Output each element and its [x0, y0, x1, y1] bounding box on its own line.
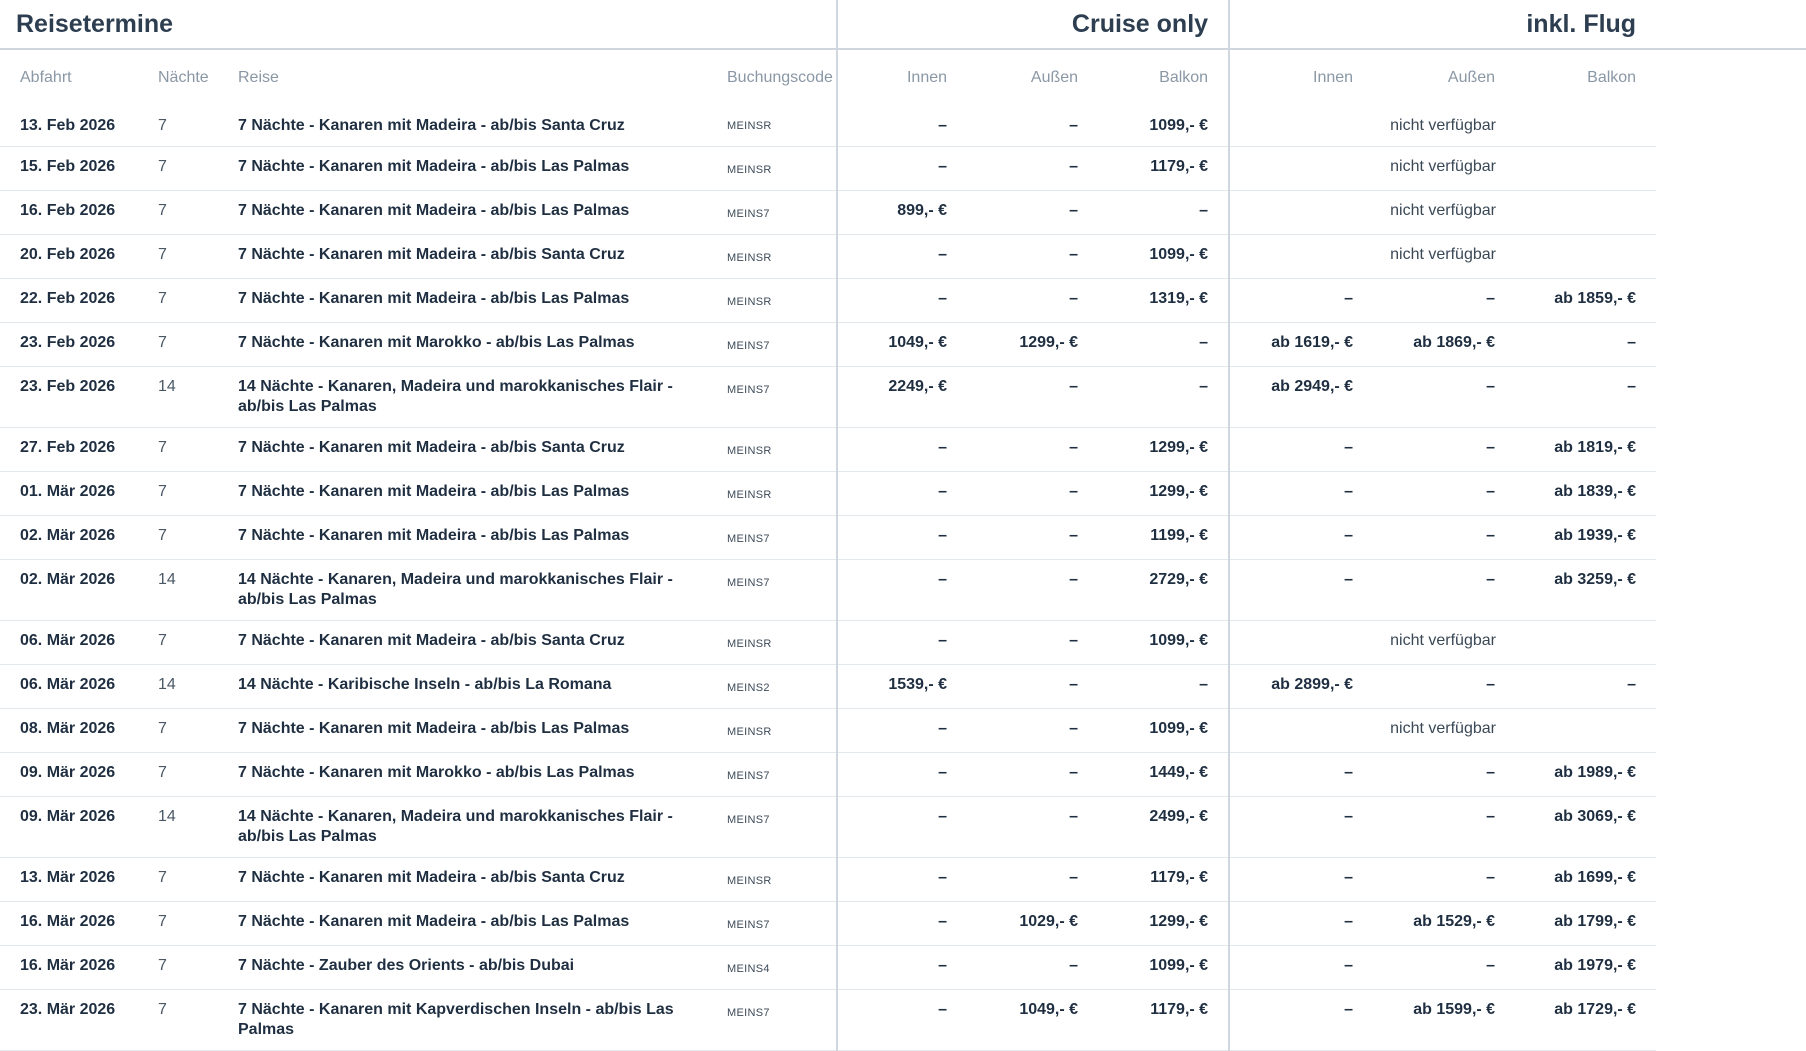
- price-flug-balkon[interactable]: ab 1799,- €: [1515, 902, 1656, 946]
- row-spacer: [1656, 323, 1806, 367]
- nights-count: 7: [138, 147, 218, 191]
- price-flug-balkon[interactable]: ab 3069,- €: [1515, 797, 1656, 858]
- table-row[interactable]: [0, 235, 1806, 279]
- departure-date: 16. Mär 2026: [0, 902, 138, 946]
- nights-count: 14: [138, 560, 218, 621]
- nights-count: 7: [138, 902, 218, 946]
- price-cruise-balkon[interactable]: 1299,- €: [1098, 472, 1229, 516]
- departure-date: 16. Mär 2026: [0, 946, 138, 990]
- departure-date: 15. Feb 2026: [0, 147, 138, 191]
- trip-name: 7 Nächte - Kanaren mit Madeira - ab/bis Las Palmas: [218, 472, 707, 516]
- price-cruise-aussen[interactable]: –: [967, 946, 1098, 990]
- price-flug-aussen[interactable]: –: [1373, 516, 1515, 560]
- price-flug-innen[interactable]: –: [1229, 902, 1373, 946]
- booking-code: MEINS7: [707, 902, 837, 946]
- price-cruise-innen[interactable]: –: [837, 279, 967, 323]
- price-flug-innen[interactable]: –: [1229, 472, 1373, 516]
- section-title-cruise-only: Cruise only: [837, 0, 1229, 49]
- row-spacer: [1656, 753, 1806, 797]
- nights-count: 7: [138, 235, 218, 279]
- trip-name: 7 Nächte - Kanaren mit Kapverdischen Inseln - ab/bis Las Palmas: [218, 990, 707, 1051]
- table-row[interactable]: [0, 753, 1806, 797]
- table-row[interactable]: [0, 472, 1806, 516]
- row-spacer: [1656, 946, 1806, 990]
- price-flug-aussen[interactable]: –: [1373, 665, 1515, 709]
- row-spacer: [1656, 665, 1806, 709]
- price-cruise-aussen[interactable]: –: [967, 858, 1098, 902]
- nights-count: 7: [138, 990, 218, 1051]
- row-spacer: [1656, 709, 1806, 753]
- table-row[interactable]: [0, 147, 1806, 191]
- price-cruise-aussen[interactable]: –: [967, 621, 1098, 665]
- row-spacer: [1656, 191, 1806, 235]
- price-flug-aussen[interactable]: ab 1599,- €: [1373, 990, 1515, 1051]
- nights-count: 7: [138, 472, 218, 516]
- price-flug-balkon[interactable]: ab 1819,- €: [1515, 428, 1656, 472]
- trip-name: 7 Nächte - Kanaren mit Madeira - ab/bis Las Palmas: [218, 191, 707, 235]
- price-flug-innen[interactable]: –: [1229, 797, 1373, 858]
- col-header-cruise-innen: Innen: [837, 49, 967, 102]
- price-flug-innen[interactable]: ab 2949,- €: [1229, 367, 1373, 428]
- price-cruise-balkon[interactable]: 1099,- €: [1098, 102, 1229, 147]
- booking-code: MEINS7: [707, 990, 837, 1051]
- price-cruise-aussen[interactable]: –: [967, 428, 1098, 472]
- trip-name: 7 Nächte - Kanaren mit Madeira - ab/bis Las Palmas: [218, 902, 707, 946]
- table-row[interactable]: [0, 946, 1806, 990]
- trip-name: 7 Nächte - Kanaren mit Marokko - ab/bis Las Palmas: [218, 753, 707, 797]
- nights-count: 7: [138, 753, 218, 797]
- nights-count: 14: [138, 797, 218, 858]
- price-flug-aussen[interactable]: –: [1373, 946, 1515, 990]
- price-cruise-aussen[interactable]: 1049,- €: [967, 990, 1098, 1051]
- col-header-naechte: Nächte: [158, 69, 209, 86]
- col-header-flug-balkon: Balkon: [1587, 69, 1637, 86]
- table-row[interactable]: [0, 191, 1806, 235]
- booking-code: MEINS7: [707, 516, 837, 560]
- price-cruise-innen[interactable]: 1049,- €: [837, 323, 967, 367]
- departure-date: 23. Feb 2026: [0, 323, 138, 367]
- departure-date: 20. Feb 2026: [0, 235, 138, 279]
- price-flug-aussen[interactable]: –: [1373, 472, 1515, 516]
- row-spacer: [1656, 560, 1806, 621]
- price-cruise-balkon[interactable]: 1449,- €: [1098, 753, 1229, 797]
- section-title-inkl-flug: inkl. Flug: [1229, 0, 1656, 49]
- price-cruise-aussen[interactable]: –: [967, 102, 1098, 147]
- row-spacer: [1656, 279, 1806, 323]
- price-cruise-innen[interactable]: –: [837, 621, 967, 665]
- table-row[interactable]: [0, 516, 1806, 560]
- section-title-reisetermine: Reisetermine: [0, 0, 837, 49]
- nights-count: 7: [138, 323, 218, 367]
- price-cruise-balkon[interactable]: 1179,- €: [1098, 990, 1229, 1051]
- price-cruise-aussen[interactable]: 1299,- €: [967, 323, 1098, 367]
- trip-name: 7 Nächte - Kanaren mit Madeira - ab/bis Las Palmas: [218, 516, 707, 560]
- price-cruise-aussen[interactable]: 1029,- €: [967, 902, 1098, 946]
- table-row[interactable]: [0, 858, 1806, 902]
- table-row[interactable]: [0, 367, 1806, 428]
- price-flug-innen[interactable]: –: [1229, 279, 1373, 323]
- row-spacer: [1656, 102, 1806, 147]
- price-flug-aussen[interactable]: –: [1373, 428, 1515, 472]
- nights-count: 7: [138, 946, 218, 990]
- flight-unavailable-note: nicht verfügbar: [1229, 102, 1656, 147]
- price-cruise-innen[interactable]: –: [837, 516, 967, 560]
- nights-count: 7: [138, 621, 218, 665]
- price-cruise-innen[interactable]: –: [837, 946, 967, 990]
- price-flug-balkon[interactable]: –: [1515, 323, 1656, 367]
- price-cruise-balkon[interactable]: 1099,- €: [1098, 946, 1229, 990]
- price-cruise-innen[interactable]: –: [837, 428, 967, 472]
- row-spacer: [1656, 428, 1806, 472]
- departure-date: 23. Feb 2026: [0, 367, 138, 428]
- price-flug-aussen[interactable]: ab 1529,- €: [1373, 902, 1515, 946]
- trip-name: 7 Nächte - Kanaren mit Madeira - ab/bis Santa Cruz: [218, 428, 707, 472]
- price-cruise-aussen[interactable]: –: [967, 191, 1098, 235]
- departure-date: 08. Mär 2026: [0, 709, 138, 753]
- row-spacer: [1656, 902, 1806, 946]
- price-flug-innen[interactable]: –: [1229, 516, 1373, 560]
- table-row[interactable]: [0, 990, 1806, 1051]
- price-cruise-balkon[interactable]: 1179,- €: [1098, 858, 1229, 902]
- booking-code: MEINSR: [707, 102, 837, 147]
- table-row[interactable]: [0, 797, 1806, 858]
- price-cruise-aussen[interactable]: –: [967, 516, 1098, 560]
- price-flug-aussen[interactable]: –: [1373, 367, 1515, 428]
- price-cruise-innen[interactable]: 899,- €: [837, 191, 967, 235]
- trip-name: 7 Nächte - Kanaren mit Madeira - ab/bis Santa Cruz: [218, 858, 707, 902]
- trip-name: 7 Nächte - Kanaren mit Madeira - ab/bis Santa Cruz: [218, 235, 707, 279]
- row-spacer: [1656, 858, 1806, 902]
- departure-date: 16. Feb 2026: [0, 191, 138, 235]
- price-cruise-balkon[interactable]: 1179,- €: [1098, 147, 1229, 191]
- trip-name: 7 Nächte - Kanaren mit Madeira - ab/bis Las Palmas: [218, 279, 707, 323]
- row-spacer: [1656, 516, 1806, 560]
- price-cruise-innen[interactable]: –: [837, 102, 967, 147]
- price-cruise-innen[interactable]: –: [837, 858, 967, 902]
- row-spacer: [1656, 472, 1806, 516]
- price-cruise-balkon[interactable]: –: [1098, 191, 1229, 235]
- booking-code: MEINS7: [707, 797, 837, 858]
- departure-date: 06. Mär 2026: [0, 621, 138, 665]
- trip-name: 7 Nächte - Zauber des Orients - ab/bis Dubai: [218, 946, 707, 990]
- col-header-flug-aussen: Außen: [1447, 69, 1496, 86]
- flight-unavailable-note: nicht verfügbar: [1229, 235, 1656, 279]
- price-cruise-innen[interactable]: –: [837, 472, 967, 516]
- flight-unavailable-note: nicht verfügbar: [1229, 621, 1656, 665]
- booking-code: MEINS7: [707, 191, 837, 235]
- price-cruise-aussen[interactable]: –: [967, 753, 1098, 797]
- nights-count: 7: [138, 858, 218, 902]
- price-cruise-innen[interactable]: –: [837, 709, 967, 753]
- booking-code: MEINS7: [707, 323, 837, 367]
- price-flug-innen[interactable]: –: [1229, 858, 1373, 902]
- nights-count: 7: [138, 191, 218, 235]
- departure-date: 13. Mär 2026: [0, 858, 138, 902]
- price-cruise-balkon[interactable]: –: [1098, 323, 1229, 367]
- trip-name: 14 Nächte - Kanaren, Madeira und marokkanisches Flair - ab/bis Las Palmas: [218, 367, 707, 428]
- departure-date: 01. Mär 2026: [0, 472, 138, 516]
- departure-date: 09. Mär 2026: [0, 753, 138, 797]
- departure-date: 23. Mär 2026: [0, 990, 138, 1051]
- flight-unavailable-note: nicht verfügbar: [1229, 709, 1656, 753]
- price-flug-balkon[interactable]: ab 1989,- €: [1515, 753, 1656, 797]
- col-header-flug-innen: Innen: [1229, 49, 1373, 102]
- nights-count: 7: [138, 516, 218, 560]
- booking-code: MEINSR: [707, 858, 837, 902]
- price-flug-innen[interactable]: ab 1619,- €: [1229, 323, 1373, 367]
- price-cruise-aussen[interactable]: –: [967, 709, 1098, 753]
- price-cruise-aussen[interactable]: –: [967, 560, 1098, 621]
- price-flug-aussen[interactable]: –: [1373, 858, 1515, 902]
- trip-name: 14 Nächte - Kanaren, Madeira und marokkanisches Flair - ab/bis Las Palmas: [218, 560, 707, 621]
- booking-code: MEINS7: [707, 367, 837, 428]
- price-cruise-innen[interactable]: –: [837, 990, 967, 1051]
- row-spacer: [1656, 990, 1806, 1051]
- price-cruise-balkon[interactable]: 1199,- €: [1098, 516, 1229, 560]
- nights-count: 7: [138, 102, 218, 147]
- col-header-cruise-balkon: Balkon: [1159, 69, 1209, 86]
- price-cruise-balkon[interactable]: 1319,- €: [1098, 279, 1229, 323]
- col-header-buchungscode: Buchungscode: [727, 69, 833, 86]
- table-body: [0, 102, 1806, 1051]
- table-row[interactable]: [0, 902, 1806, 946]
- col-header-abfahrt: Abfahrt: [20, 69, 72, 86]
- booking-code: MEINSR: [707, 428, 837, 472]
- price-flug-balkon[interactable]: ab 1859,- €: [1515, 279, 1656, 323]
- price-flug-innen[interactable]: –: [1229, 946, 1373, 990]
- price-flug-balkon[interactable]: ab 1939,- €: [1515, 516, 1656, 560]
- price-flug-aussen[interactable]: ab 1869,- €: [1373, 323, 1515, 367]
- price-cruise-innen[interactable]: –: [837, 235, 967, 279]
- price-cruise-balkon[interactable]: 1099,- €: [1098, 709, 1229, 753]
- price-cruise-innen[interactable]: –: [837, 753, 967, 797]
- row-spacer: [1656, 235, 1806, 279]
- header-spacer: [1656, 0, 1806, 49]
- price-cruise-aussen[interactable]: –: [967, 279, 1098, 323]
- price-cruise-innen[interactable]: 1539,- €: [837, 665, 967, 709]
- booking-code: MEINSR: [707, 709, 837, 753]
- nights-count: 14: [138, 367, 218, 428]
- price-cruise-balkon[interactable]: 1299,- €: [1098, 428, 1229, 472]
- trip-name: 7 Nächte - Kanaren mit Marokko - ab/bis Las Palmas: [218, 323, 707, 367]
- row-spacer: [1656, 797, 1806, 858]
- booking-code: MEINSR: [707, 147, 837, 191]
- price-flug-aussen[interactable]: –: [1373, 560, 1515, 621]
- price-cruise-balkon[interactable]: –: [1098, 665, 1229, 709]
- departure-date: 09. Mär 2026: [0, 797, 138, 858]
- price-cruise-aussen[interactable]: –: [967, 235, 1098, 279]
- flight-unavailable-note: nicht verfügbar: [1229, 147, 1656, 191]
- nights-count: 14: [138, 665, 218, 709]
- price-flug-balkon[interactable]: ab 1839,- €: [1515, 472, 1656, 516]
- table-row[interactable]: [0, 709, 1806, 753]
- table-row[interactable]: [0, 428, 1806, 472]
- booking-code: MEINS2: [707, 665, 837, 709]
- price-flug-innen[interactable]: –: [1229, 990, 1373, 1051]
- booking-code: MEINS4: [707, 946, 837, 990]
- col-header-cruise-aussen: Außen: [1030, 69, 1079, 86]
- booking-code: MEINSR: [707, 621, 837, 665]
- table-row[interactable]: [0, 279, 1806, 323]
- departure-date: 02. Mär 2026: [0, 516, 138, 560]
- trip-name: 14 Nächte - Karibische Inseln - ab/bis La Romana: [218, 665, 707, 709]
- row-spacer: [1656, 367, 1806, 428]
- table-row[interactable]: [0, 323, 1806, 367]
- price-cruise-innen[interactable]: 2249,- €: [837, 367, 967, 428]
- booking-code: MEINSR: [707, 235, 837, 279]
- price-cruise-balkon[interactable]: 1299,- €: [1098, 902, 1229, 946]
- price-cruise-balkon[interactable]: 2499,- €: [1098, 797, 1229, 858]
- trip-name: 7 Nächte - Kanaren mit Madeira - ab/bis Las Palmas: [218, 147, 707, 191]
- price-flug-innen[interactable]: ab 2899,- €: [1229, 665, 1373, 709]
- flight-unavailable-note: nicht verfügbar: [1229, 191, 1656, 235]
- table-row[interactable]: [0, 560, 1806, 621]
- price-flug-innen[interactable]: –: [1229, 428, 1373, 472]
- departure-date: 13. Feb 2026: [0, 102, 138, 147]
- booking-code: MEINS7: [707, 560, 837, 621]
- price-cruise-balkon[interactable]: 1099,- €: [1098, 235, 1229, 279]
- trip-name: 7 Nächte - Kanaren mit Madeira - ab/bis Santa Cruz: [218, 621, 707, 665]
- price-cruise-innen[interactable]: –: [837, 147, 967, 191]
- price-flug-innen[interactable]: –: [1229, 560, 1373, 621]
- price-flug-aussen[interactable]: –: [1373, 279, 1515, 323]
- price-flug-aussen[interactable]: –: [1373, 797, 1515, 858]
- nights-count: 7: [138, 428, 218, 472]
- departure-date: 22. Feb 2026: [0, 279, 138, 323]
- price-flug-balkon[interactable]: –: [1515, 367, 1656, 428]
- departure-date: 27. Feb 2026: [0, 428, 138, 472]
- departure-date: 06. Mär 2026: [0, 665, 138, 709]
- price-flug-innen[interactable]: –: [1229, 753, 1373, 797]
- price-flug-balkon[interactable]: ab 1699,- €: [1515, 858, 1656, 902]
- price-flug-balkon[interactable]: ab 1729,- €: [1515, 990, 1656, 1051]
- booking-code: MEINS7: [707, 753, 837, 797]
- trip-name: 14 Nächte - Kanaren, Madeira und marokkanisches Flair - ab/bis Las Palmas: [218, 797, 707, 858]
- price-cruise-aussen[interactable]: –: [967, 665, 1098, 709]
- table-row[interactable]: [0, 665, 1806, 709]
- price-cruise-balkon[interactable]: 1099,- €: [1098, 621, 1229, 665]
- price-cruise-balkon[interactable]: 2729,- €: [1098, 560, 1229, 621]
- price-flug-balkon[interactable]: –: [1515, 665, 1656, 709]
- price-flug-balkon[interactable]: ab 1979,- €: [1515, 946, 1656, 990]
- trip-name: 7 Nächte - Kanaren mit Madeira - ab/bis Las Palmas: [218, 709, 707, 753]
- row-spacer: [1656, 621, 1806, 665]
- row-spacer: [1656, 147, 1806, 191]
- nights-count: 7: [138, 709, 218, 753]
- table-row[interactable]: [0, 102, 1806, 147]
- table-row[interactable]: [0, 621, 1806, 665]
- price-cruise-innen[interactable]: –: [837, 797, 967, 858]
- nights-count: 7: [138, 279, 218, 323]
- trip-name: 7 Nächte - Kanaren mit Madeira - ab/bis Santa Cruz: [218, 102, 707, 147]
- header-spacer: [1656, 49, 1806, 102]
- price-flug-aussen[interactable]: –: [1373, 753, 1515, 797]
- departure-date: 02. Mär 2026: [0, 560, 138, 621]
- col-header-reise: Reise: [238, 69, 279, 86]
- price-cruise-innen[interactable]: –: [837, 902, 967, 946]
- price-cruise-aussen[interactable]: –: [967, 472, 1098, 516]
- price-cruise-innen[interactable]: –: [837, 560, 967, 621]
- price-cruise-aussen[interactable]: –: [967, 367, 1098, 428]
- booking-code: MEINSR: [707, 472, 837, 516]
- booking-code: MEINSR: [707, 279, 837, 323]
- price-flug-balkon[interactable]: ab 3259,- €: [1515, 560, 1656, 621]
- price-cruise-aussen[interactable]: –: [967, 147, 1098, 191]
- price-cruise-aussen[interactable]: –: [967, 797, 1098, 858]
- price-cruise-balkon[interactable]: –: [1098, 367, 1229, 428]
